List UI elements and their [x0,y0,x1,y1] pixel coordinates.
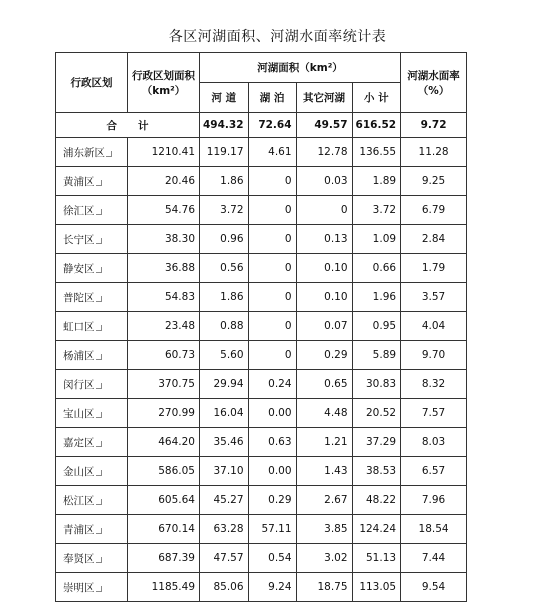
subtotal-cell: 20.52 [352,399,401,428]
total-rivers: 494.32 [200,113,249,138]
table-row [56,573,467,602]
header-lakes: 湖 泊 [248,83,296,113]
subtotal-cell: 0.95 [352,312,401,341]
ratio-cell: 9.25 [401,167,467,196]
subtotal-cell: 0.66 [352,254,401,283]
district-name: 浦东新区 [56,138,128,167]
district-name: 崇明区 [56,573,128,602]
rivers-cell: 0.56 [200,254,249,283]
area-cell: 36.88 [128,254,200,283]
ratio-cell: 8.03 [401,428,467,457]
header-lake-area: 河湖面积（km²） [200,53,401,83]
district-name: 长宁区 [56,225,128,254]
other-cell: 0.10 [296,254,352,283]
area-cell: 1210.41 [128,138,200,167]
header-district: 行政区划 [56,53,128,113]
subtotal-cell: 113.05 [352,573,401,602]
area-cell: 60.73 [128,341,200,370]
lakes-cell: 0 [248,283,296,312]
header-subtotal: 小 计 [352,83,401,113]
district-name: 黄浦区 [56,167,128,196]
rivers-cell: 0.96 [200,225,249,254]
area-cell: 38.30 [128,225,200,254]
rivers-cell: 1.86 [200,167,249,196]
header-area-label: 行政区划面积 [132,69,195,82]
district-name: 闵行区 [56,370,128,399]
lakes-cell: 0 [248,225,296,254]
rivers-cell: 35.46 [200,428,249,457]
header-area [128,53,200,113]
area-cell: 586.05 [128,457,200,486]
subtotal-cell: 136.55 [352,138,401,167]
total-subtotal: 616.52 [352,113,401,138]
lakes-cell: 0.29 [248,486,296,515]
area-cell: 20.46 [128,167,200,196]
district-name: 奉贤区 [56,544,128,573]
total-other: 49.57 [296,113,352,138]
other-cell: 0.65 [296,370,352,399]
table-row [56,428,467,457]
area-cell: 687.39 [128,544,200,573]
ratio-cell: 9.70 [401,341,467,370]
area-cell: 270.99 [128,399,200,428]
area-cell: 54.76 [128,196,200,225]
ratio-cell: 2.84 [401,225,467,254]
other-cell: 1.43 [296,457,352,486]
area-cell: 370.75 [128,370,200,399]
other-cell: 0.03 [296,167,352,196]
rivers-cell: 3.72 [200,196,249,225]
ratio-cell: 6.79 [401,196,467,225]
other-cell: 4.48 [296,399,352,428]
rivers-cell: 47.57 [200,544,249,573]
rivers-cell: 85.06 [200,573,249,602]
total-label: 合 计 [56,113,200,138]
table-row [56,138,467,167]
table-row [56,254,467,283]
table-row [56,486,467,515]
lakes-cell: 0.24 [248,370,296,399]
other-cell: 12.78 [296,138,352,167]
other-cell: 0.13 [296,225,352,254]
header-area-unit: （km²） [141,84,186,97]
lakes-cell: 0 [248,167,296,196]
ratio-cell: 9.54 [401,573,467,602]
other-cell: 1.21 [296,428,352,457]
lakes-cell: 0.54 [248,544,296,573]
ratio-cell: 4.04 [401,312,467,341]
area-cell: 464.20 [128,428,200,457]
rivers-cell: 29.94 [200,370,249,399]
ratio-cell: 3.57 [401,283,467,312]
other-cell: 0 [296,196,352,225]
district-name: 杨浦区 [56,341,128,370]
total-lakes: 72.64 [248,113,296,138]
ratio-cell: 1.79 [401,254,467,283]
area-cell: 670.14 [128,515,200,544]
district-name: 徐汇区 [56,196,128,225]
rivers-cell: 119.17 [200,138,249,167]
ratio-cell: 6.57 [401,457,467,486]
lakes-cell: 0.63 [248,428,296,457]
rivers-cell: 0.88 [200,312,249,341]
lakes-cell: 0.00 [248,457,296,486]
district-name: 青浦区 [56,515,128,544]
table-row [56,312,467,341]
area-cell: 1185.49 [128,573,200,602]
rivers-cell: 45.27 [200,486,249,515]
subtotal-cell: 38.53 [352,457,401,486]
district-name: 宝山区 [56,399,128,428]
district-name: 松江区 [56,486,128,515]
other-cell: 2.67 [296,486,352,515]
ratio-cell: 11.28 [401,138,467,167]
subtotal-cell: 30.83 [352,370,401,399]
table-title: 各区河湖面积、河湖水面率统计表 [168,29,387,45]
district-name: 静安区 [56,254,128,283]
ratio-cell: 7.96 [401,486,467,515]
area-cell: 605.64 [128,486,200,515]
lakes-cell: 0 [248,312,296,341]
table-row [56,341,467,370]
header-ratio-unit: （%） [417,84,450,97]
table-row [56,225,467,254]
subtotal-cell: 51.13 [352,544,401,573]
table-row [56,370,467,399]
rivers-cell: 5.60 [200,341,249,370]
lakes-cell: 0 [248,196,296,225]
lakes-cell: 57.11 [248,515,296,544]
rivers-cell: 63.28 [200,515,249,544]
table-row [56,399,467,428]
lakes-cell: 0 [248,341,296,370]
rivers-cell: 1.86 [200,283,249,312]
district-name: 金山区 [56,457,128,486]
other-cell: 3.85 [296,515,352,544]
table-row [56,457,467,486]
rivers-cell: 16.04 [200,399,249,428]
subtotal-cell: 3.72 [352,196,401,225]
subtotal-cell: 5.89 [352,341,401,370]
lakes-cell: 9.24 [248,573,296,602]
lakes-cell: 0.00 [248,399,296,428]
total-row [56,113,467,138]
header-ratio-label: 河湖水面率 [407,69,460,82]
subtotal-cell: 37.29 [352,428,401,457]
table-row [56,544,467,573]
area-cell: 23.48 [128,312,200,341]
table-row [56,167,467,196]
rivers-cell: 37.10 [200,457,249,486]
lake-area-table [55,52,467,602]
lakes-cell: 4.61 [248,138,296,167]
ratio-cell: 8.32 [401,370,467,399]
lakes-cell: 0 [248,254,296,283]
subtotal-cell: 1.96 [352,283,401,312]
other-cell: 18.75 [296,573,352,602]
table-row [56,283,467,312]
ratio-cell: 7.57 [401,399,467,428]
district-name: 虹口区 [56,312,128,341]
other-cell: 0.07 [296,312,352,341]
ratio-cell: 18.54 [401,515,467,544]
header-rivers: 河 道 [200,83,249,113]
table-row [56,196,467,225]
other-cell: 0.29 [296,341,352,370]
ratio-cell: 7.44 [401,544,467,573]
table-row [56,515,467,544]
total-ratio: 9.72 [401,113,467,138]
header-ratio [401,53,467,113]
other-cell: 0.10 [296,283,352,312]
district-name: 嘉定区 [56,428,128,457]
header-other: 其它河湖 [296,83,352,113]
area-cell: 54.83 [128,283,200,312]
subtotal-cell: 124.24 [352,515,401,544]
other-cell: 3.02 [296,544,352,573]
subtotal-cell: 1.09 [352,225,401,254]
subtotal-cell: 1.89 [352,167,401,196]
subtotal-cell: 48.22 [352,486,401,515]
district-name: 普陀区 [56,283,128,312]
